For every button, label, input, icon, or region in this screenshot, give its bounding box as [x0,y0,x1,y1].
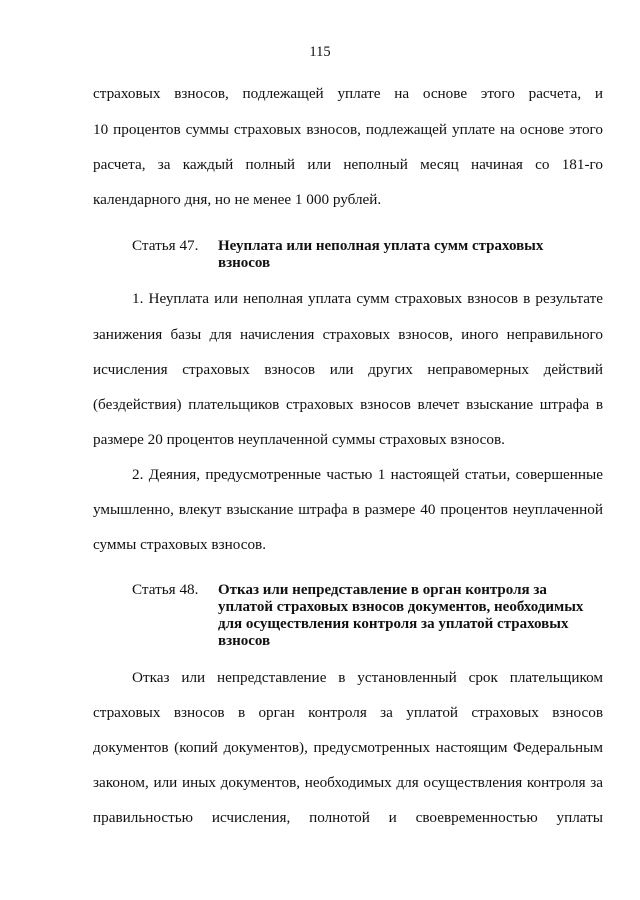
article-48-p1-line: законом, или иных документов, необходимых для осуществления контроля за [93,774,603,791]
article-48-title-line: взносов [218,633,271,649]
intro-line: страховых взносов, подлежащей уплате на основе этого расчета, и [93,85,603,102]
article-48-title-line: для осуществления контроля за уплатой страховых [218,616,569,632]
article-48-title [218,582,608,650]
article-47-p2-line: суммы страховых взносов. [93,536,267,553]
article-47-p1-line: исчисления страховых взносов или других неправомерных действий [93,361,603,378]
article-47-p2-line: умышленно, влекут взыскание штрафа в размере 40 процентов неуплаченной [93,501,603,518]
article-48-p1-line: Отказ или непредставление в установленный срок плательщиком [132,669,603,686]
article-48-label: Статья 48. [132,581,199,598]
article-48-p1-line: документов (копий документов), предусмотренных настоящим Федеральным [93,739,603,756]
article-48-p1-line: страховых взносов в орган контроля за уплатой страховых взносов [93,704,603,721]
article-48-title-line: Отказ или непредставление в орган контроля за [218,582,547,598]
article-47-title [218,238,608,272]
article-47-p1-line: 1. Неуплата или неполная уплата сумм страховых взносов в результате [132,290,603,307]
article-47-title-line: Неуплата или неполная уплата сумм страховых [218,238,544,254]
article-47-p2-line: 2. Деяния, предусмотренные частью 1 настоящей статьи, совершенные [132,466,603,483]
page-number: 115 [309,44,331,60]
article-47-title-line: взносов [218,255,271,271]
article-48-p1-line: правильностью исчисления, полнотой и своевременностью уплаты [93,809,603,826]
article-47-p1-line: (бездействия) плательщиков страховых взносов влечет взыскание штрафа в [93,396,603,413]
intro-line: 10 процентов суммы страховых взносов, подлежащей уплате на основе этого [93,121,603,138]
intro-line: расчета, за каждый полный или неполный месяц начиная со 181-го [93,156,603,173]
article-47-label: Статья 47. [132,237,199,254]
article-47-p1-line: занижения базы для начисления страховых взносов, иного неправильного [93,326,603,343]
intro-line: календарного дня, но не менее 1 000 рублей. [93,191,382,208]
article-47-p1-line: размере 20 процентов неуплаченной суммы страховых взносов. [93,431,505,448]
article-48-title-line: уплатой страховых взносов документов, необходимых [218,599,584,615]
